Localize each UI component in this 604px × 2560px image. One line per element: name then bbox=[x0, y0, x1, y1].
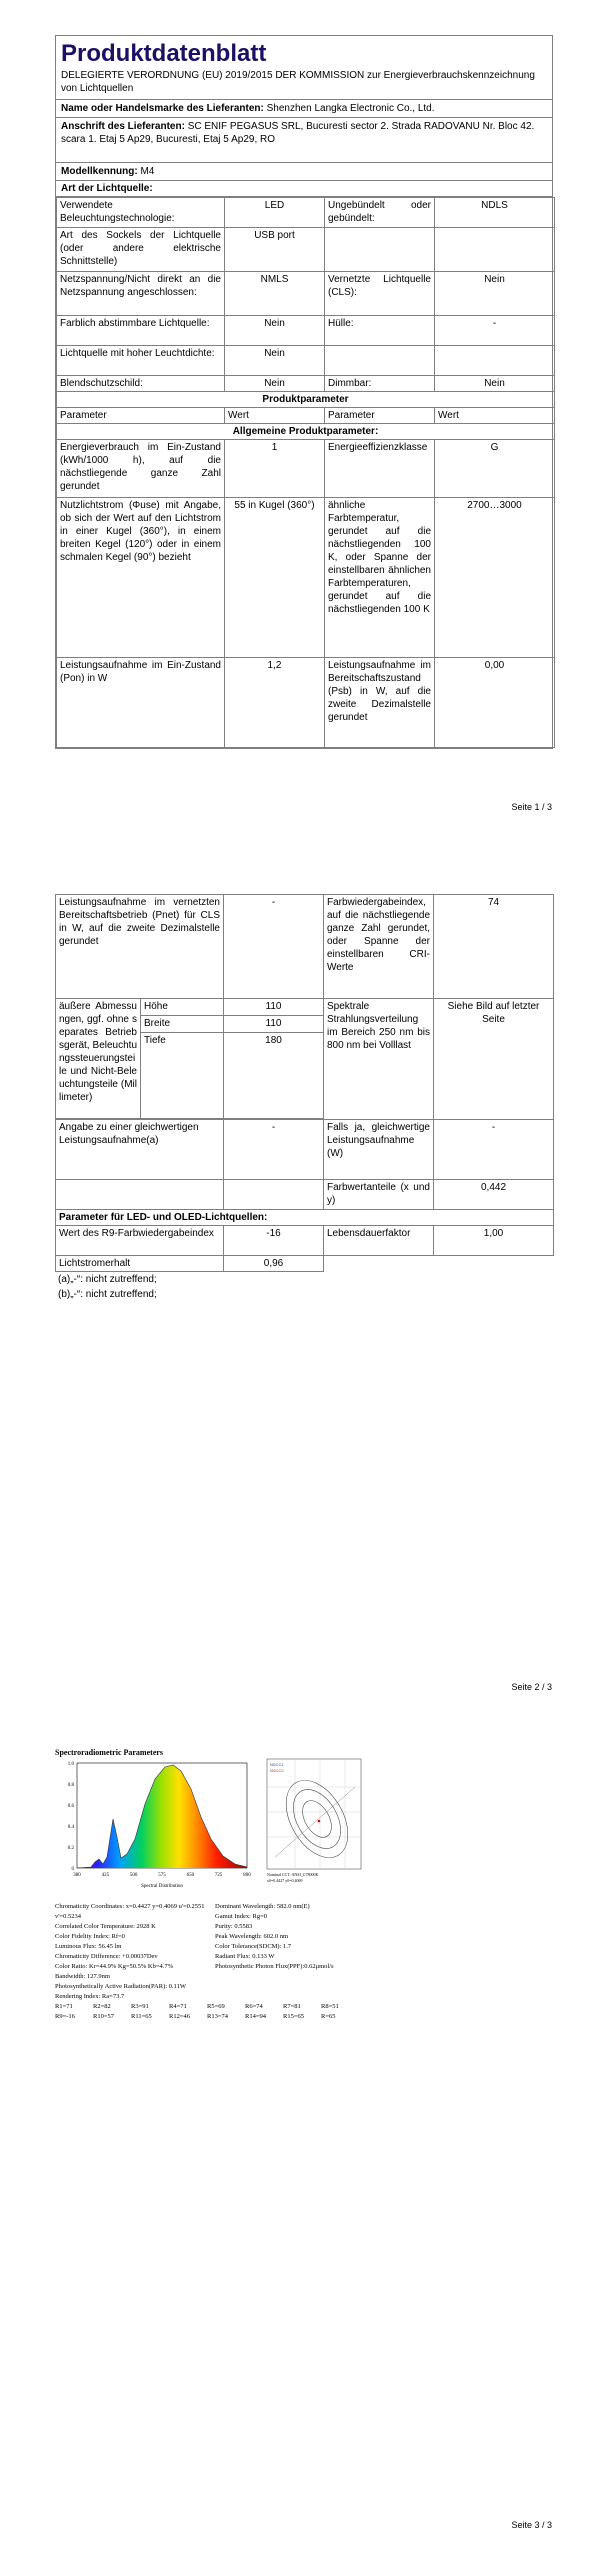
r9-value: -16 bbox=[224, 1226, 324, 1256]
spectro-value-line: Radiant Flux: 0.133 W bbox=[215, 1953, 275, 1960]
x-axis-caption: Spectral Distribution bbox=[141, 1884, 183, 1889]
r-value: R8=51 bbox=[321, 2003, 339, 2010]
r-value: R3=91 bbox=[131, 2003, 149, 2010]
y-tick-label: 0.8 bbox=[67, 1783, 74, 1788]
x-axis-ticks bbox=[73, 1873, 251, 1878]
row-value: - bbox=[435, 316, 555, 346]
x-tick-label: 500 bbox=[129, 1873, 138, 1878]
cie-caption-1: Nominal CCT: ANSI_C78000K bbox=[267, 1872, 319, 1877]
equivalent-watts-value: - bbox=[434, 1120, 554, 1180]
y-tick-label: 1.0 bbox=[67, 1762, 74, 1767]
row-value: Nein bbox=[225, 346, 325, 376]
table-row bbox=[56, 1210, 554, 1226]
empty-cell bbox=[324, 1256, 434, 1272]
equivalent-power-value: - bbox=[224, 1120, 324, 1180]
table-row bbox=[57, 392, 555, 408]
row-label: ähnliche Farbtemperatur, gerundet auf die nächstliegenden 100 K, oder Spanne der einstellbaren ähnlichen Farbtemperaturen, gerundet auf die nächstliegenden 100 K bbox=[325, 498, 435, 658]
spectro-value-line: Gamut Index: Rg=0 bbox=[215, 1913, 268, 1920]
dimension-value: 110 bbox=[224, 999, 324, 1016]
row-label: Farblich abstimmbare Lichtquelle: bbox=[57, 316, 225, 346]
page-1 bbox=[0, 0, 604, 870]
row-value: NDLS bbox=[435, 198, 555, 228]
page-number: Seite 2 / 3 bbox=[511, 1682, 552, 1692]
row-value: 74 bbox=[434, 895, 554, 999]
table-row bbox=[56, 1256, 554, 1272]
dimension-name: Breite bbox=[141, 1016, 224, 1033]
table-row bbox=[57, 376, 555, 392]
r-value: R9=-16 bbox=[55, 2013, 75, 2020]
row-label: Dimmbar: bbox=[325, 376, 435, 392]
row-label: Leistungsaufnahme im vernetzten Bereitschaftsbetrieb (Pnet) für CLS in W, auf die zweite Dezimalstelle gerundet bbox=[56, 895, 224, 999]
cie-chart bbox=[265, 1757, 365, 1887]
row-value: 2700…3000 bbox=[435, 498, 555, 658]
table-row bbox=[56, 1120, 554, 1180]
y-tick-label: 0.6 bbox=[67, 1804, 74, 1809]
datasheet-page-1 bbox=[55, 35, 553, 749]
spectro-report bbox=[55, 1748, 385, 2022]
row-value: LED bbox=[225, 198, 325, 228]
row-value: G bbox=[435, 440, 555, 498]
supplier-name-row bbox=[56, 100, 552, 118]
r-value: R2=82 bbox=[93, 2003, 111, 2010]
r-value: R4=71 bbox=[169, 2003, 187, 2010]
table-row bbox=[57, 316, 555, 346]
footnote-a: (a)„-“: nicht zutreffend; bbox=[58, 1274, 157, 1285]
row-label: Verwendete Beleuchtungstechnologie: bbox=[57, 198, 225, 228]
empty-cell bbox=[224, 1180, 324, 1210]
r-value: R13=74 bbox=[207, 2013, 229, 2020]
spectral-label: Spektrale Strahlungsverteilung im Bereich 250 nm bis 800 nm bei Volllast bbox=[324, 999, 434, 1120]
datasheet-page-2 bbox=[55, 894, 553, 1302]
row-value: - bbox=[224, 895, 324, 999]
spectro-value-line: Correlated Color Temperature: 2928 K bbox=[55, 1923, 156, 1930]
row-label: Lichtquelle mit hoher Leuchtdichte: bbox=[57, 346, 225, 376]
spectro-value-line: Chromaticity Difference: +0.00037Dev bbox=[55, 1953, 158, 1960]
product-params-heading: Produktparameter bbox=[57, 392, 555, 408]
supplier-name-label: Name oder Handelsmarke des Lieferanten: bbox=[61, 103, 264, 114]
r-value: R11=65 bbox=[131, 2013, 152, 2020]
row-value bbox=[435, 346, 555, 376]
spectro-value-line: Peak Wavelength: 602.0 nm bbox=[215, 1933, 289, 1940]
row-label: Energieverbrauch im Ein-Zustand (kWh/1000 h), auf die nächstliegende ganze Zahl gerundet bbox=[57, 440, 225, 498]
row-value bbox=[435, 228, 555, 272]
spectral-distribution-chart bbox=[55, 1759, 255, 1904]
row-label: Nutzlichtstrom (Φuse) mit Angabe, ob sich der Wert auf den Lichtstrom in einer Kugel (360°), in einem breiten Kegel (120°) oder in einem schmalen Kegel (90°) bezieht bbox=[57, 498, 225, 658]
spectro-right-column bbox=[215, 1902, 375, 1972]
dimension-name: Höhe bbox=[141, 999, 224, 1016]
spectro-left-column bbox=[55, 1902, 215, 2002]
spectro-values bbox=[55, 1902, 385, 2022]
dimension-name: Tiefe bbox=[141, 1033, 224, 1119]
row-label: Hülle: bbox=[325, 316, 435, 346]
spectral-value: Siehe Bild auf letzter Seite bbox=[434, 999, 554, 1120]
empty-cell bbox=[56, 1180, 224, 1210]
row-label: Art des Sockels der Lichtquelle (oder andere elektrische Schnittstelle) bbox=[57, 228, 225, 272]
dimension-value: 180 bbox=[224, 1033, 324, 1119]
table-row bbox=[57, 424, 555, 440]
row-label bbox=[325, 228, 435, 272]
chart-area bbox=[55, 1757, 385, 1902]
chromaticity-value: 0,442 bbox=[434, 1180, 554, 1210]
table-row bbox=[57, 498, 555, 658]
y-tick-label: 0 bbox=[71, 1867, 74, 1872]
row-value: Nein bbox=[225, 376, 325, 392]
column-header: Parameter bbox=[325, 408, 435, 424]
x-tick-label: 650 bbox=[186, 1873, 195, 1878]
lifetime-value: 1,00 bbox=[434, 1226, 554, 1256]
supplier-address-row bbox=[56, 118, 552, 163]
page-3 bbox=[0, 1720, 604, 2560]
spectro-value-line: Rendering Index: Ra=73.7 bbox=[55, 1993, 125, 2000]
y-axis-ticks bbox=[68, 1762, 75, 1872]
row-value: USB port bbox=[225, 228, 325, 272]
page2-table bbox=[55, 894, 554, 1272]
light-source-heading: Art der Lichtquelle: bbox=[56, 181, 552, 197]
x-tick-label: 425 bbox=[101, 1873, 110, 1878]
r-value: R12=46 bbox=[169, 2013, 191, 2020]
model-row bbox=[56, 163, 552, 181]
equivalent-watts-label: Falls ja, gleichwertige Leistungsaufnahme (W) bbox=[324, 1120, 434, 1180]
table-row bbox=[57, 198, 555, 228]
regulation-text: DELEGIERTE VERORDNUNG (EU) 2019/2015 DER KOMMISSION zur Energieverbrauchskennzeichnung von Lichtquellen bbox=[61, 70, 535, 94]
lumen-maintenance-label: Lichtstromerhalt bbox=[56, 1256, 224, 1272]
table-row bbox=[56, 999, 554, 1016]
row-label: Leistungsaufnahme im Ein-Zustand (Pon) in W bbox=[57, 658, 225, 748]
x-tick-label: 725 bbox=[214, 1873, 223, 1878]
model-value: M4 bbox=[140, 166, 155, 177]
empty-cell bbox=[434, 1256, 554, 1272]
r-values-row-1 bbox=[55, 2002, 385, 2012]
table-row bbox=[56, 895, 554, 999]
r-values-row-2 bbox=[55, 2012, 385, 2022]
row-label bbox=[325, 346, 435, 376]
spectro-value-line: Dominant Wavelength: 582.0 nm(E) bbox=[215, 1903, 310, 1910]
row-value: 0,00 bbox=[435, 658, 555, 748]
cie-legend-2: NSCC2 bbox=[270, 1768, 284, 1773]
cie-caption-2: x0=0.4427 y0=0.4069 bbox=[267, 1878, 303, 1883]
cie-measured-point bbox=[318, 1820, 321, 1823]
r-value: R=65 bbox=[321, 2013, 336, 2020]
table-row bbox=[57, 346, 555, 376]
equivalent-power-label: Angabe zu einer gleichwertigen Leistungsaufnahme(a) bbox=[56, 1120, 224, 1180]
x-tick-label: 575 bbox=[158, 1873, 166, 1878]
dimensions-label: äußere Abmessungen, ggf. ohne separates Betriebsgerät, Beleuchtungssteuerungsteile und Nicht-Beleuchtungsteile (Millimeter) bbox=[56, 999, 141, 1119]
row-label: Energieeffizienzklasse bbox=[325, 440, 435, 498]
dimension-value: 110 bbox=[224, 1016, 324, 1033]
supplier-address-value: SC ENIF PEGASUS SRL, Bucuresti sector 2. Strada RADOVANU Nr. Bloc 42. scara 1. Etaj 5 Ap29, Bucuresti, Etaj 5 Ap29, RO bbox=[61, 121, 535, 145]
r-value: R10=57 bbox=[93, 2013, 115, 2020]
row-label: Farbwiedergabeindex, auf die nächstliegende ganze Zahl gerundet, oder Spanne der einstellbaren CRI-Werte bbox=[324, 895, 434, 999]
y-tick-label: 0.2 bbox=[67, 1846, 74, 1851]
row-value: 55 in Kugel (360°) bbox=[225, 498, 325, 658]
r-value: R15=65 bbox=[283, 2013, 305, 2020]
row-label: Blendschutzschild: bbox=[57, 376, 225, 392]
column-header: Wert bbox=[225, 408, 325, 424]
row-label: Ungebündelt oder gebündelt: bbox=[325, 198, 435, 228]
r9-label: Wert des R9-Farbwiedergabeindex bbox=[56, 1226, 224, 1256]
row-label: Netzspannung/Nicht direkt an die Netzspannung angeschlossen: bbox=[57, 272, 225, 316]
spectro-value-line: Chromaticity Coordinates: x=0.4427 y=0.4069 u'=0.2551 v'=0.5234 bbox=[55, 1903, 205, 1920]
row-value: 1,2 bbox=[225, 658, 325, 748]
spectro-value-line: Purity: 0.5583 bbox=[215, 1923, 253, 1930]
led-params-heading: Parameter für LED- und OLED-Lichtquellen: bbox=[56, 1210, 554, 1226]
table-row bbox=[56, 1180, 554, 1210]
spectro-value-line: Luminous Flux: 56.45 lm bbox=[55, 1943, 122, 1950]
supplier-name-value: Shenzhen Langka Electronic Co., Ltd. bbox=[266, 103, 435, 114]
table-row bbox=[57, 658, 555, 748]
r-value: R14=94 bbox=[245, 2013, 267, 2020]
table-row bbox=[57, 440, 555, 498]
row-label: Vernetzte Lichtquelle (CLS): bbox=[325, 272, 435, 316]
page-number: Seite 3 / 3 bbox=[511, 2520, 552, 2530]
row-value: 1 bbox=[225, 440, 325, 498]
spectro-value-line: Color Tolerance(SDCM): 1.7 bbox=[215, 1943, 292, 1950]
spectro-value-line: Bandwidth: 127.9nm bbox=[55, 1973, 110, 1980]
lifetime-label: Lebensdauerfaktor bbox=[324, 1226, 434, 1256]
spectro-value-line: Photosynthetic Photon Flux(PPF):0.62μmol/s bbox=[215, 1963, 334, 1970]
table-row bbox=[57, 228, 555, 272]
x-tick-label: 380 bbox=[73, 1873, 81, 1878]
lumen-maintenance-value: 0,96 bbox=[224, 1256, 324, 1272]
y-tick-label: 0.4 bbox=[67, 1825, 74, 1830]
row-value: Nein bbox=[435, 272, 555, 316]
row-value: Nein bbox=[435, 376, 555, 392]
table-header-row bbox=[57, 408, 555, 424]
page-title: Produktdatenblatt bbox=[61, 40, 267, 67]
row-value: Nein bbox=[225, 316, 325, 346]
spectro-value-line: Color Fidelity Index: Rf=0 bbox=[55, 1933, 125, 1940]
light-source-table bbox=[56, 197, 555, 748]
model-label: Modellkennung: bbox=[61, 166, 138, 177]
spectro-title: Spectroradiometric Parameters bbox=[55, 1748, 164, 1757]
r-value: R5=69 bbox=[207, 2003, 225, 2010]
r-value: R6=74 bbox=[245, 2003, 263, 2010]
spectro-value-line: Color Ratio: Kr=44.9% Kg=50.5% Kb=4.7% bbox=[55, 1963, 174, 1970]
supplier-address-label: Anschrift des Lieferanten: bbox=[61, 121, 185, 132]
footnote-b: (b)„-“: nicht zutreffend; bbox=[58, 1289, 157, 1300]
cie-legend-1: NSCC1 bbox=[270, 1762, 284, 1767]
x-tick-label: 800 bbox=[243, 1873, 251, 1878]
r-value: R7=81 bbox=[283, 2003, 301, 2010]
column-header: Wert bbox=[435, 408, 555, 424]
spectro-value-line: Photosynthetically Active Radiation(PAR): 0.11W bbox=[55, 1983, 186, 1990]
table-row bbox=[56, 1226, 554, 1256]
table-row bbox=[57, 272, 555, 316]
row-value: NMLS bbox=[225, 272, 325, 316]
column-header: Parameter bbox=[57, 408, 225, 424]
row-label: Leistungsaufnahme im Bereitschaftszustand (Psb) in W, auf die zweite Dezimalstelle gerundet bbox=[325, 658, 435, 748]
page-2 bbox=[0, 870, 604, 1720]
chromaticity-label: Farbwertanteile (x und y) bbox=[324, 1180, 434, 1210]
general-params-heading: Allgemeine Produktparameter: bbox=[57, 424, 555, 440]
header-box bbox=[56, 36, 552, 100]
page-number: Seite 1 / 3 bbox=[511, 802, 552, 812]
r-value: R1=71 bbox=[55, 2003, 73, 2010]
